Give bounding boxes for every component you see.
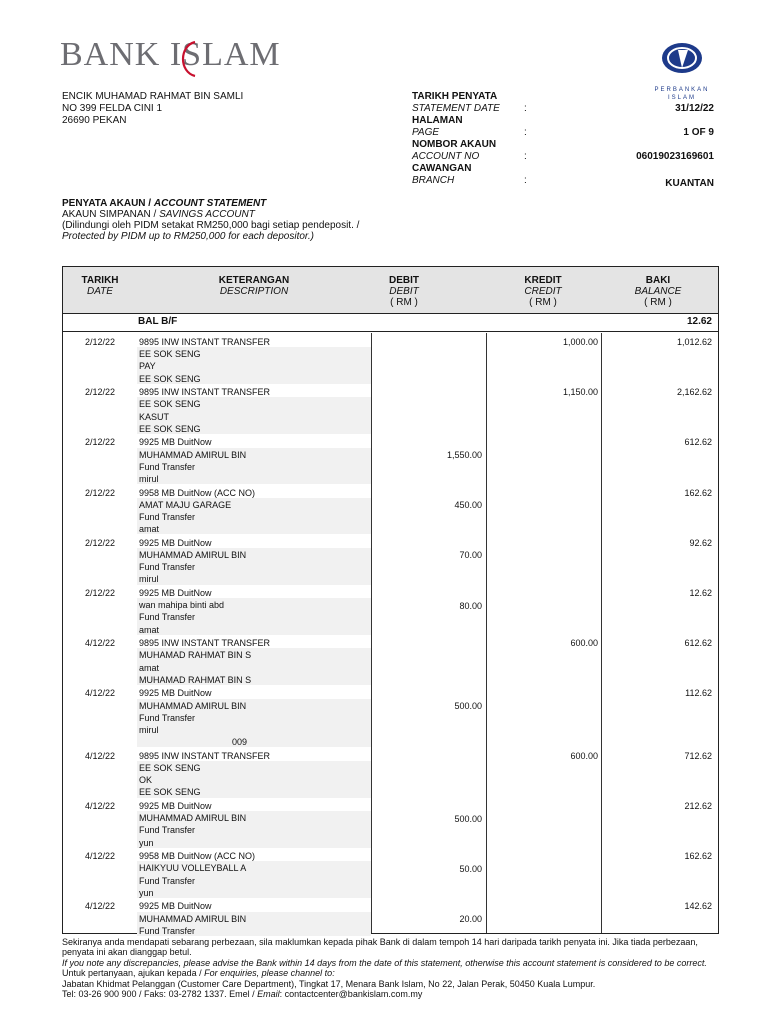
description-line: Fund Transfer	[139, 875, 196, 886]
header-date: TARIKH DATE	[81, 275, 119, 297]
row-description	[139, 687, 369, 748]
table-row	[63, 537, 718, 587]
description-line: EE SOK SENG	[139, 373, 201, 384]
row-balance: 92.62	[689, 537, 712, 548]
description-line: Fund Transfer	[139, 825, 196, 836]
description-line: 9925 MB DuitNow	[139, 901, 212, 912]
row-description	[139, 800, 369, 849]
description-line: 9925 MB DuitNow	[139, 437, 212, 448]
colon: :	[524, 151, 527, 162]
row-balance: 712.62	[684, 750, 712, 761]
row-date: 2/12/22	[84, 437, 115, 448]
description-line: EE SOK SENG	[139, 787, 201, 798]
description-line: mirul	[139, 574, 159, 585]
row-description	[139, 587, 369, 636]
row-debit: 50.00	[459, 863, 482, 874]
pidm-note-en: Protected by PIDM up to RM250,000 for each depositor.)	[62, 231, 314, 242]
row-credit: 1,000.00	[562, 337, 598, 347]
row-date: 4/12/22	[84, 638, 115, 649]
page-label-en: PAGE	[412, 127, 440, 138]
row-balance: 142.62	[684, 901, 712, 912]
customer-name: ENCIK MUHAMAD RAHMAT BIN SAMLI	[62, 91, 244, 102]
row-debit: 450.00	[454, 500, 482, 511]
description-line: EE SOK SENG	[139, 399, 201, 410]
description-line: 9925 MB DuitNow	[139, 537, 212, 548]
statement-title	[62, 198, 359, 242]
row-credit: 600.00	[570, 638, 598, 649]
row-description	[139, 386, 369, 435]
enquiry-label-ms: Untuk pertanyaan, ajukan kepada /	[62, 968, 205, 979]
row-date: 4/12/22	[84, 688, 115, 699]
row-debit: 1,550.00	[446, 450, 482, 461]
description-line: MUHAMMAD AMIRUL BIN	[139, 550, 247, 560]
description-line: mirul	[139, 474, 159, 484]
row-description	[139, 850, 369, 899]
description-line: MUHAMAD RAHMAT BIN S	[139, 674, 252, 685]
description-line: 9958 MB DuitNow (ACC NO)	[139, 851, 256, 862]
table-row	[63, 750, 718, 800]
header-description: KETERANGAN DESCRIPTION	[218, 275, 290, 297]
description-line: wan mahipa binti abd	[139, 600, 225, 611]
row-debit: 500.00	[454, 813, 482, 824]
description-line: EE SOK SENG	[139, 423, 201, 434]
colon: :	[524, 175, 527, 186]
row-balance: 212.62	[684, 801, 712, 811]
description-line: Fund Transfer	[139, 512, 196, 522]
row-date: 2/12/22	[84, 487, 115, 498]
row-balance: 12.62	[689, 588, 712, 598]
description-line: EE SOK SENG	[139, 349, 201, 360]
title-en: ACCOUNT STATEMENT	[153, 198, 267, 209]
row-balance: 612.62	[684, 437, 712, 448]
row-credit: 1,150.00	[562, 387, 598, 398]
description-line: 9925 MB DuitNow	[139, 588, 212, 598]
row-date: 4/12/22	[84, 801, 115, 811]
footer-notice-ms-2: penyata ini akan dianggap betul.	[62, 947, 192, 958]
transactions-table	[62, 266, 719, 934]
header-credit: KREDIT CREDIT ( RM )	[524, 275, 562, 308]
description-line: MUHAMMAD AMIRUL BIN	[139, 813, 247, 824]
row-date: 2/12/22	[84, 537, 115, 548]
page-label-ms: HALAMAN	[412, 115, 463, 126]
table-row	[63, 487, 718, 537]
description-line: Fund Transfer	[139, 925, 196, 936]
address-line-2: 26690 PEKAN	[62, 115, 127, 126]
row-date: 4/12/22	[84, 901, 115, 912]
table-row	[63, 800, 718, 850]
balance-bf-value: 12.62	[686, 316, 712, 327]
row-date: 2/12/22	[84, 387, 115, 398]
description-line: MUHAMMAD AMIRUL BIN	[139, 700, 247, 711]
row-debit: 80.00	[459, 600, 482, 611]
description-line: Fund Transfer	[139, 461, 196, 472]
description-line: MUHAMAD RAHMAT BIN S	[139, 650, 252, 661]
row-balance: 612.62	[684, 638, 712, 649]
branch-label-ms: CAWANGAN	[412, 163, 472, 174]
description-line: mirul	[139, 725, 159, 735]
row-balance: 162.62	[684, 487, 712, 498]
page-value: 1 OF 9	[683, 127, 714, 138]
description-line: EE SOK SENG	[139, 763, 201, 773]
description-line: PAY	[139, 361, 156, 372]
description-line: HAIKYUU VOLLEYBALL A	[139, 863, 247, 874]
description-line: 9925 MB DuitNow	[139, 801, 212, 811]
row-balance: 112.62	[685, 688, 712, 699]
statement-footer	[62, 937, 722, 999]
customer-address	[62, 91, 243, 127]
title-ms: PENYATA AKAUN /	[62, 198, 154, 209]
row-credit: 600.00	[570, 750, 598, 761]
description-line: AMAT MAJU GARAGE	[139, 499, 232, 510]
bank-logo-text: BANK ISLAM	[60, 36, 281, 73]
table-row	[63, 587, 718, 637]
row-description	[139, 750, 369, 799]
statement-meta	[412, 91, 714, 187]
row-debit: 20.00	[459, 914, 482, 925]
table-row	[63, 386, 718, 436]
row-description	[139, 637, 369, 686]
statement-date-value: 31/12/22	[675, 103, 714, 114]
statement-date-label-en: STATEMENT DATE	[412, 103, 500, 114]
statement-date-label-ms: TARIKH PENYATA	[412, 91, 498, 102]
table-header	[63, 267, 718, 314]
table-row	[63, 687, 718, 749]
divider	[63, 331, 718, 332]
colon: :	[524, 103, 527, 114]
branch-label-en: BRANCH	[412, 175, 455, 186]
table-row	[63, 850, 718, 900]
description-line: Fund Transfer	[139, 562, 196, 573]
colon: :	[524, 127, 527, 138]
account-type-en: SAVINGS ACCOUNT	[159, 209, 255, 220]
description-line: amat	[139, 524, 160, 535]
row-description	[139, 336, 369, 385]
balance-bf-label: BAL B/F	[138, 316, 178, 327]
seal-text: PERBANKAN ISLAM	[654, 87, 710, 101]
address-line-1: NO 399 FELDA CINI 1	[62, 103, 163, 114]
description-line: 9958 MB DuitNow (ACC NO)	[139, 487, 256, 498]
description-line: amat	[139, 624, 160, 635]
row-balance: 162.62	[684, 851, 712, 862]
account-label-ms: NOMBOR AKAUN	[412, 139, 497, 150]
logo-crescent-icon	[175, 40, 199, 78]
description-line: Fund Transfer	[139, 712, 196, 723]
description-line: KASUT	[139, 411, 170, 422]
description-line: 9895 INW INSTANT TRANSFER	[139, 387, 271, 398]
pidm-note-ms: (Dilindungi oleh PIDM setakat RM250,000 bagi setiap pendeposit. /	[62, 220, 360, 231]
branch-value: KUANTAN	[665, 178, 714, 189]
description-line: 9895 INW INSTANT TRANSFER	[139, 750, 271, 761]
description-line: amat	[139, 662, 160, 673]
header-debit: DEBIT DEBIT ( RM )	[389, 275, 419, 308]
contact-email-label: Email	[257, 989, 280, 1000]
description-line: yun	[139, 887, 154, 898]
description-line: Fund Transfer	[139, 612, 196, 623]
row-description	[139, 900, 369, 937]
row-balance: 1,012.62	[676, 337, 712, 347]
account-number-value: 06019023169601	[636, 151, 714, 162]
row-date: 2/12/22	[84, 588, 115, 598]
row-debit: 500.00	[454, 701, 482, 712]
row-date: 4/12/22	[84, 750, 115, 761]
description-line: 9895 INW INSTANT TRANSFER	[139, 638, 271, 649]
description-line: MUHAMMAD AMIRUL BIN	[139, 913, 247, 924]
row-description	[139, 537, 369, 586]
description-line: 9925 MB DuitNow	[139, 688, 212, 699]
footer-notice-en: If you note any discrepancies, please advise the Bank within 14 days from the date of this statement, otherwise this account statement is considered to be correct.	[62, 957, 707, 968]
description-line: MUHAMMAD AMIRUL BIN	[139, 449, 247, 460]
description-line: yun	[139, 837, 154, 848]
row-description	[139, 487, 369, 536]
row-date: 4/12/22	[84, 851, 115, 862]
enquiry-label-en: For enquiries, please channel to:	[204, 968, 335, 979]
description-line: 009	[232, 737, 248, 748]
account-type-ms: AKAUN SIMPANAN /	[62, 209, 160, 220]
header-balance: BAKI BALANCE ( RM )	[634, 275, 682, 308]
row-date: 2/12/22	[84, 337, 115, 347]
bank-logo	[60, 36, 281, 74]
description-line: 9895 INW INSTANT TRANSFER	[139, 337, 271, 347]
table-row	[63, 436, 718, 486]
table-row	[63, 336, 718, 386]
table-row	[63, 637, 718, 687]
customer-care-address: Jabatan Khidmat Pelanggan (Customer Care Department), Tingkat 17, Menara Bank Islam, No 22, Jalan Perak, 50450 Kuala Lumpur.	[62, 978, 596, 989]
row-balance: 2,162.62	[676, 387, 712, 398]
footer-notice-ms: Sekiranya anda mendapati sebarang perbezaan, sila maklumkan kepada pihak Bank di dalam tempoh 14 hari daripada tarikh penyata ini. Jika tiada perbezaan,	[62, 937, 698, 947]
row-description	[139, 436, 369, 485]
contact-tel-fax: Tel: 03-26 900 900 / Faks: 03-2782 1337. Emel /	[62, 989, 258, 1000]
account-label-en: ACCOUNT NO	[412, 151, 480, 162]
seal-emblem-icon	[658, 38, 706, 78]
row-debit: 70.00	[459, 550, 482, 561]
contact-email: : contactcenter@bankislam.com.my	[279, 989, 423, 1000]
description-line: OK	[139, 775, 153, 786]
